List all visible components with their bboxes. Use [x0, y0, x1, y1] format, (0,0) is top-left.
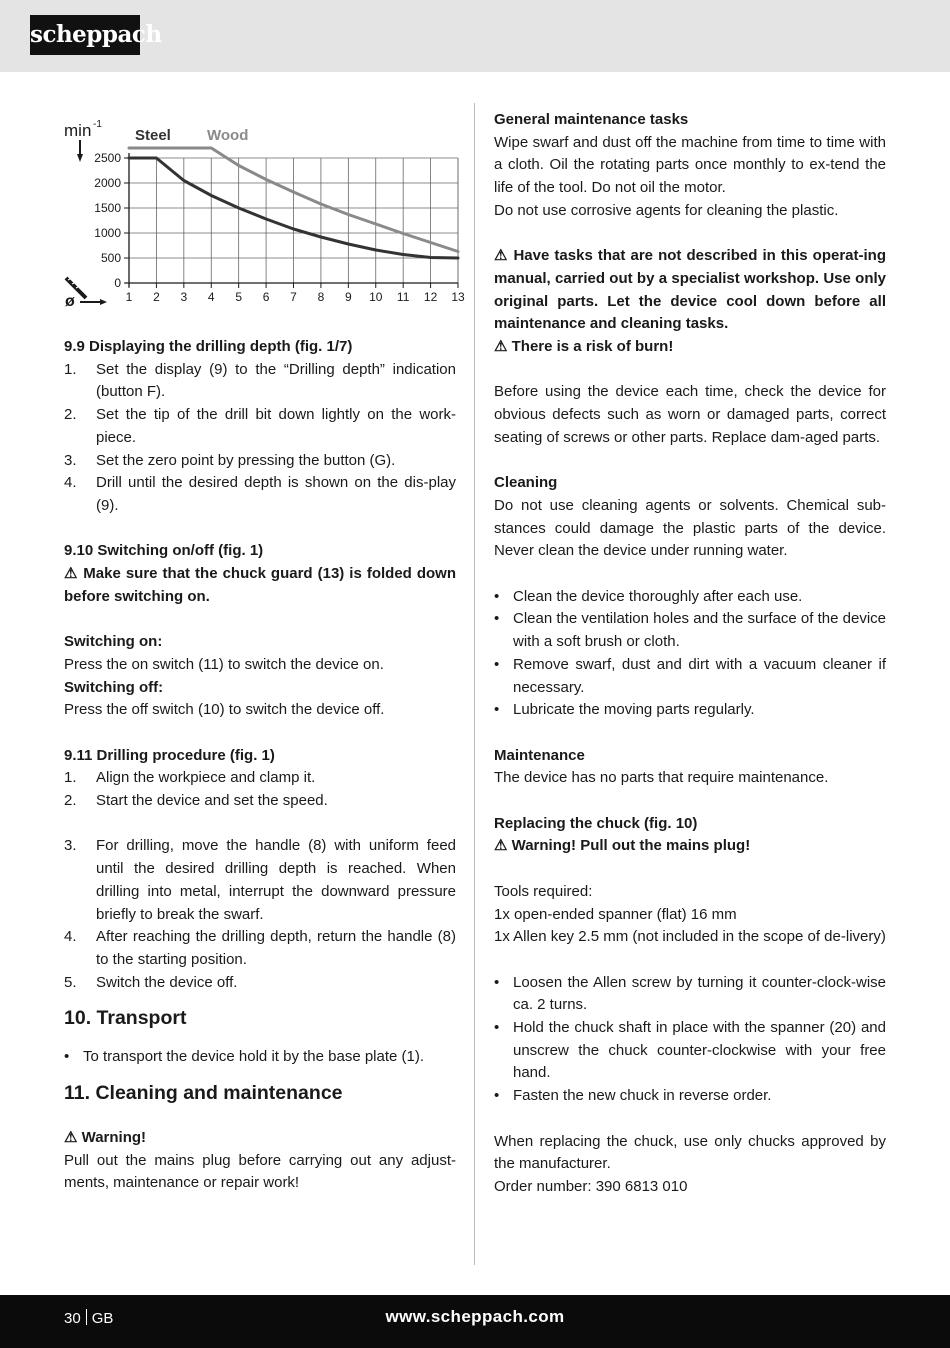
- list-text: Set the tip of the drill bit down lightly on the work-piece.: [96, 406, 456, 446]
- bullet-item: [494, 1085, 886, 1108]
- bullet-icon: •: [494, 1019, 500, 1036]
- x-tick-label: 3: [180, 290, 188, 304]
- list-item: [64, 472, 456, 517]
- right-arrow-icon: [100, 299, 107, 305]
- list-number: 4.: [64, 928, 77, 946]
- maintenance-title: Maintenance: [494, 746, 585, 764]
- mains-plug-warning: ⚠ Warning! Pull out the mains plug!: [494, 837, 751, 855]
- x-tick-label: 12: [423, 290, 438, 304]
- section-10-heading: 10. Transport: [64, 1007, 187, 1030]
- language-code: GB: [91, 1310, 114, 1327]
- cleaning-title: Cleaning: [494, 474, 558, 492]
- bullet-text: Fasten the new chuck in reverse order.: [513, 1087, 772, 1105]
- bullet-text: Loosen the Allen screw by turning it counter-clock-wise ca. 2 turns.: [513, 973, 886, 1014]
- list-text: Set the zero point by pressing the button (G).: [96, 451, 396, 469]
- list-item: [64, 790, 456, 813]
- list-text: Switch the device off.: [96, 973, 238, 991]
- bullet-icon: •: [494, 655, 500, 673]
- section-11-heading: 11. Cleaning and maintenance: [64, 1082, 343, 1105]
- bullet-text: Lubricate the moving parts regularly.: [513, 701, 755, 719]
- s911a-list: [64, 767, 456, 812]
- right-column: [494, 109, 886, 1199]
- list-number: 5.: [64, 973, 77, 991]
- maintenance-text: The device has no parts that require maintenance.: [494, 769, 829, 787]
- left-column: [64, 336, 456, 1195]
- bullet-icon: •: [494, 701, 500, 719]
- list-number: 2.: [64, 792, 77, 810]
- legend-steel: Steel: [135, 127, 171, 144]
- x-tick-label: 4: [207, 290, 215, 304]
- x-tick-label: 2: [153, 290, 160, 304]
- s99-list: [64, 359, 456, 518]
- x-tick-label: 8: [317, 290, 325, 304]
- bullet-text: Hold the chuck shaft in place with the spanner (20) and unscrew the chuck counter-clockwise with your free hand.: [513, 1019, 886, 1082]
- cleaning-list: [494, 586, 886, 722]
- list-item: [64, 926, 456, 971]
- chuck-approval-text: When replacing the chuck, use only chucks approved by the manufacturer.: [494, 1132, 886, 1173]
- list-text: Align the workpiece and clamp it.: [96, 769, 316, 787]
- y-axis-label: min: [64, 121, 92, 140]
- y-tick-label: 1000: [94, 226, 121, 240]
- y-tick-label: 0: [114, 276, 121, 290]
- switching-off-text: Press the off switch (10) to switch the device off.: [64, 701, 385, 719]
- list-number: 4.: [64, 474, 77, 492]
- tool-allen-key: 1x Allen key 2.5 mm (not included in the scope of de-livery): [494, 928, 886, 946]
- bullet-icon: •: [64, 1048, 70, 1066]
- list-number: 1.: [64, 360, 77, 378]
- chuck-guard-warning: ⚠ Make sure that the chuck guard (13) is folded down before switching on.: [64, 565, 456, 605]
- list-item: [64, 359, 456, 404]
- inspection-text: Before using the device each time, check the device for obvious defects such as worn or damaged parts, correct seating of screws or other parts. Replace dam-aged parts.: [494, 383, 886, 446]
- list-item: [64, 972, 456, 995]
- warning-title: ⚠ Warning!: [64, 1129, 147, 1147]
- x-tick-label: 6: [262, 290, 270, 304]
- list-text: Start the device and set the speed.: [96, 792, 328, 810]
- page-number: 30: [64, 1310, 81, 1327]
- bullet-icon: •: [494, 1087, 500, 1105]
- switching-on-title: Switching on:: [64, 633, 163, 651]
- bullet-item: [494, 586, 886, 609]
- list-number: 3.: [64, 837, 77, 855]
- y-tick-label: 1500: [94, 201, 121, 215]
- bullet-item: [64, 1046, 456, 1069]
- list-item: [64, 404, 456, 449]
- cleaning-text: Do not use cleaning agents or solvents. Chemical sub-stances could damage the plastic parts of the device. Never clean the device under running water.: [494, 496, 886, 560]
- specialist-warning: ⚠ Have tasks that are not described in this operat-ing manual, carried out by a specialist workshop. Use only original parts. Let the device cool down before all maintenance and cleaning tasks.: [494, 247, 886, 333]
- list-item: [64, 767, 456, 790]
- y-tick-label: 2500: [94, 151, 121, 165]
- bullet-item: [494, 972, 886, 1017]
- order-number: Order number: 390 6813 010: [494, 1177, 688, 1195]
- x-tick-labels: [126, 283, 465, 304]
- bullet-icon: •: [494, 973, 500, 991]
- general-maintenance-title: General maintenance tasks: [494, 111, 689, 128]
- bullet-icon: •: [494, 610, 500, 628]
- general-maintenance-text-2: Do not use corrosive agents for cleaning the plastic.: [494, 201, 839, 219]
- general-maintenance-text-1: Wipe swarf and dust off the machine from time to time with a cloth. Oil the rotating parts once monthly to ex-tend the life of the tool. Do not oil the motor.: [494, 133, 886, 197]
- page-footer: [0, 1295, 950, 1348]
- switching-off-title: Switching off:: [64, 678, 164, 696]
- bullet-text: Clean the ventilation holes and the surface of the device with a soft brush or cloth.: [513, 610, 886, 651]
- list-text: Set the display (9) to the “Drilling depth” indication (button F).: [96, 360, 456, 401]
- y-axis-label-superscript: -1: [93, 119, 102, 130]
- list-text: After reaching the drilling depth, return the handle (8) to the starting position.: [96, 928, 456, 968]
- bullet-item: [494, 608, 886, 653]
- list-item: [64, 450, 456, 473]
- s10-list: [64, 1046, 456, 1069]
- section-9-9-title: 9.9 Displaying the drilling depth (fig. 1/7): [64, 338, 353, 355]
- x-tick-label: 11: [396, 290, 410, 304]
- list-text: Drill until the desired depth is shown on the dis-play (9).: [96, 474, 456, 514]
- legend-wood: Wood: [207, 127, 249, 144]
- page-header: [0, 0, 950, 72]
- website-link[interactable]: www.scheppach.com: [385, 1307, 565, 1326]
- chuck-steps-list: [494, 972, 886, 1108]
- bullet-text: Remove swarf, dust and dirt with a vacuum cleaner if necessary.: [513, 655, 886, 696]
- bullet-item: [494, 654, 886, 699]
- burn-warning: ⚠ There is a risk of burn!: [494, 338, 674, 356]
- bullet-item: [494, 699, 886, 722]
- list-item: [64, 835, 456, 926]
- bullet-icon: •: [494, 587, 500, 605]
- tool-spanner: 1x open-ended spanner (flat) 16 mm: [494, 905, 737, 923]
- s911b-list: [64, 835, 456, 994]
- y-tick-label: 500: [100, 251, 121, 265]
- list-number: 2.: [64, 406, 77, 424]
- bullet-text: Clean the device thoroughly after each use.: [513, 587, 803, 605]
- y-tick-labels: [94, 151, 129, 290]
- bullet-item: [494, 1017, 886, 1085]
- bullet-text: To transport the device hold it by the base plate (1).: [83, 1048, 425, 1066]
- column-divider: [474, 103, 475, 1265]
- section-9-11-title: 9.11 Drilling procedure (fig. 1): [64, 746, 275, 764]
- scheppach-logo: scheppach: [30, 15, 140, 55]
- list-number: 3.: [64, 451, 77, 469]
- replacing-chuck-title: Replacing the chuck (fig. 10): [494, 814, 698, 832]
- x-tick-label: 10: [369, 290, 383, 304]
- warning-text: Pull out the mains plug before carrying out any adjust-ments, maintenance or repair work!: [64, 1151, 456, 1192]
- section-9-10-title: 9.10 Switching on/off (fig. 1): [64, 542, 264, 560]
- speed-chart: [60, 112, 470, 312]
- switching-on-text: Press the on switch (11) to switch the device on.: [64, 655, 384, 673]
- x-axis-label: ø: [65, 293, 75, 310]
- list-text: For drilling, move the handle (8) with uniform feed until the desired drilling depth is reached. When drilling into metal, interrupt the downward pressure briefly to break the swarf.: [96, 837, 456, 923]
- x-tick-label: 13: [451, 290, 465, 304]
- x-tick-label: 5: [235, 290, 243, 304]
- y-tick-label: 2000: [94, 176, 121, 190]
- list-number: 1.: [64, 769, 77, 787]
- tools-required-title: Tools required:: [494, 882, 593, 900]
- x-tick-label: 9: [344, 290, 352, 304]
- x-tick-label: 7: [290, 290, 297, 304]
- x-tick-label: 1: [125, 290, 133, 304]
